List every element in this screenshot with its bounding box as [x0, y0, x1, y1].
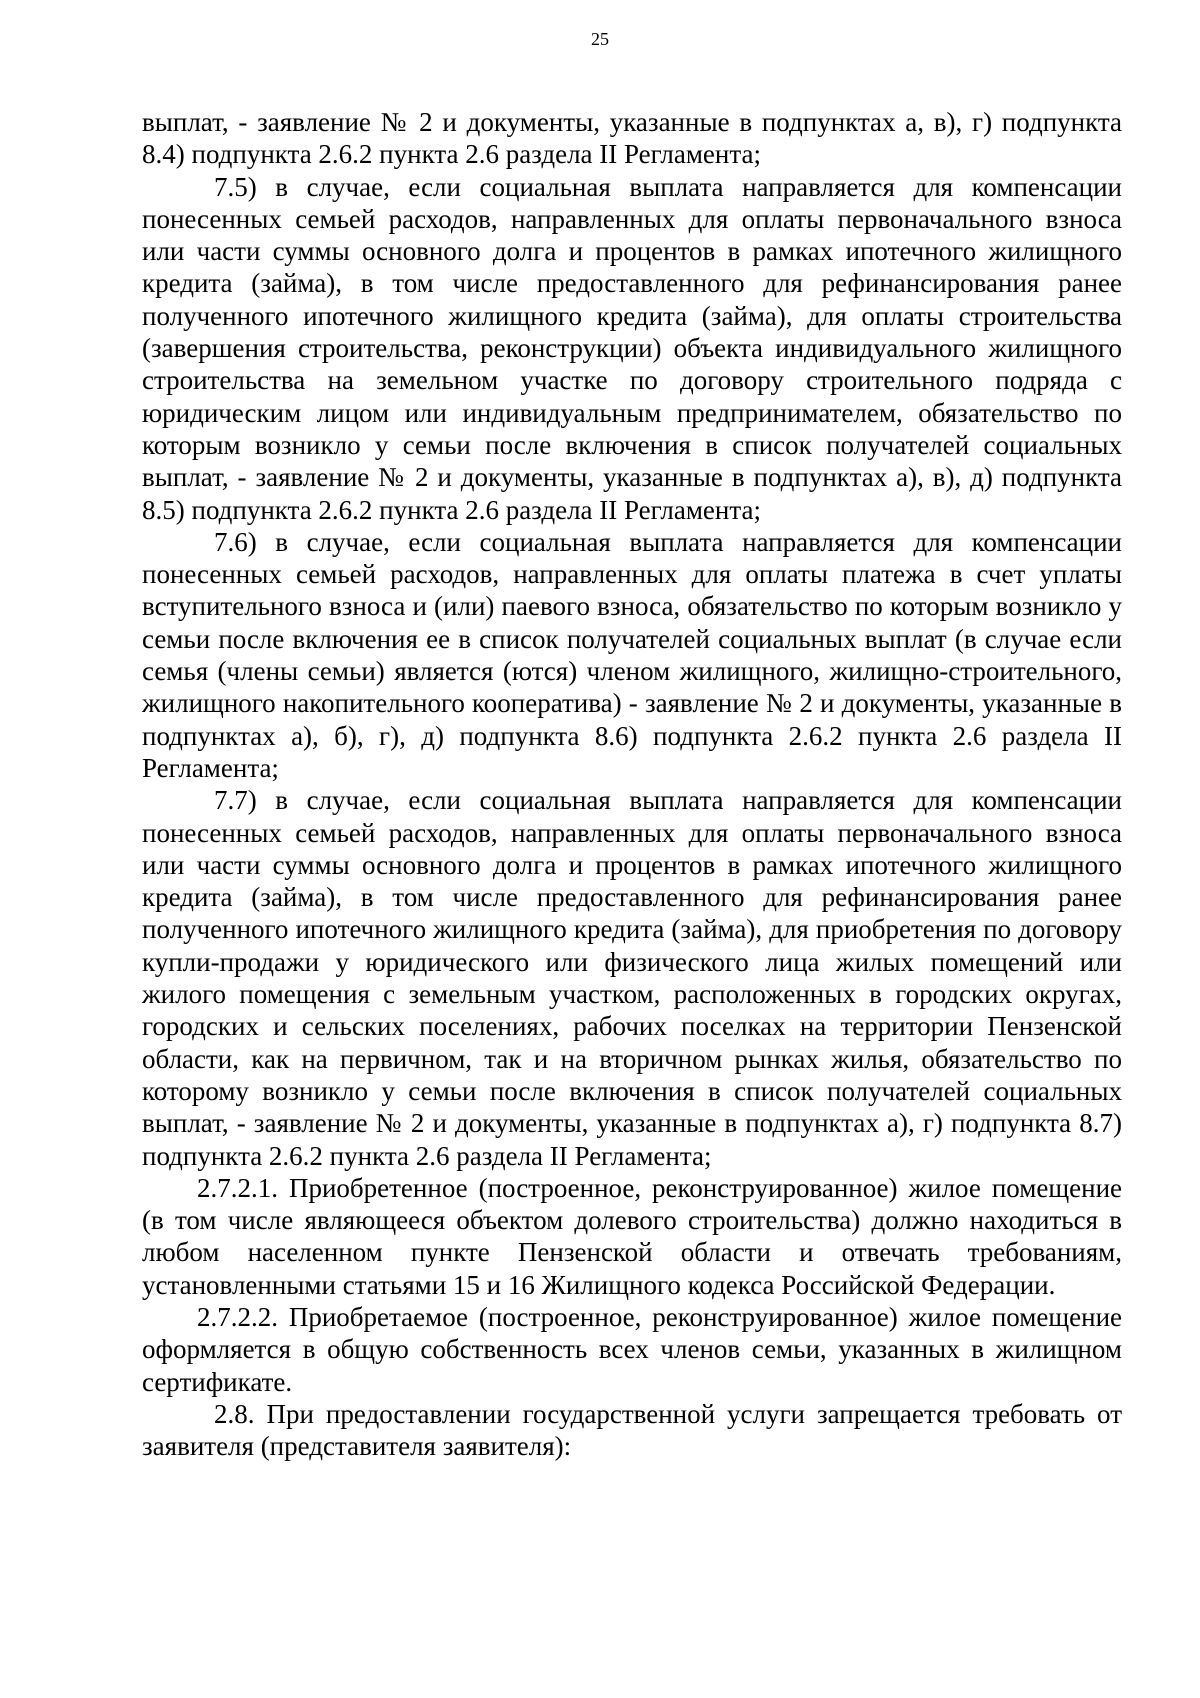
- document-body: [142, 106, 1122, 1462]
- paragraph-7-7: 7.7) в случае, если социальная выплата направляется для компенсации понесенных семьей расходов, направленных для оплаты первоначального взноса или части суммы основного долга и процентов в рамках ипотечного жилищного кредита (займа), в том числе предоставленного для рефинансирования ранее полученного ипотечного жилищного кредита (займа), для приобретения по договору купли-продажи у юридического или физического лица жилых помещений или жилого помещения с земельным участком, расположенных в городских округах, городских и сельских поселениях, рабочих поселках на территории Пензенской области, как на первичном, так и на вторичном рынках жилья, обязательство по которому возникло у семьи после включения в список получателей социальных выплат, - заявление № 2 и документы, указанные в подпунктах а), г) подпункта 8.7) подпункта 2.6.2 пункта 2.6 раздела II Регламента;: [142, 785, 1122, 1171]
- paragraph-7-6: 7.6) в случае, если социальная выплата направляется для компенсации понесенных семьей расходов, направленных для оплаты платежа в счет уплаты вступительного взноса и (или) паевого взноса, обязательство по которым возникло у семьи после включения ее в список получателей социальных выплат (в случае если семья (члены семьи) является (ются) членом жилищного, жилищно-строительного, жилищного накопительного кооператива) - заявление № 2 и документы, указанные в подпунктах а), б), г), д) подпункта 8.6) подпункта 2.6.2 пункта 2.6 раздела II Регламента;: [142, 526, 1122, 783]
- paragraph-2-7-2-1: 2.7.2.1. Приобретенное (построенное, реконструированное) жилое помещение (в том числе являющееся объектом долевого строительства) должно находиться в любом населенном пункте Пензенской области и отвечать требованиям, установленными статьями 15 и 16 Жилищного кодекса Российской Федерации.: [142, 1172, 1122, 1300]
- page-number: 25: [591, 29, 609, 49]
- paragraph-2-7-2-2: 2.7.2.2. Приобретаемое (построенное, реконструированное) жилое помещение оформляется в общую собственность всех членов семьи, указанных в жилищном сертификате.: [142, 1301, 1122, 1397]
- paragraph-continuation: выплат, - заявление № 2 и документы, указанные в подпунктах а, в), г) подпункта 8.4) подпункта 2.6.2 пункта 2.6 раздела II Регламента;: [142, 107, 1122, 170]
- paragraph-2-8: 2.8. При предоставлении государственной услуги запрещается требовать от заявителя (представителя заявителя):: [142, 1398, 1122, 1462]
- paragraph-7-5: 7.5) в случае, если социальная выплата направляется для компенсации понесенных семьей расходов, направленных для оплаты первоначального взноса или части суммы основного долга и процентов в рамках ипотечного жилищного кредита (займа), в том числе предоставленного для рефинансирования ранее полученного ипотечного жилищного кредита (займа), для оплаты строительства (завершения строительства, реконструкции) объекта индивидуального жилищного строительства на земельном участке по договору строительного подряда с юридическим лицом или индивидуальным предпринимателем, обязательство по которым возникло у семьи после включения в список получателей социальных выплат, - заявление № 2 и документы, указанные в подпунктах а), в), д) подпункта 8.5) подпункта 2.6.2 пункта 2.6 раздела II Регламента;: [142, 171, 1122, 525]
